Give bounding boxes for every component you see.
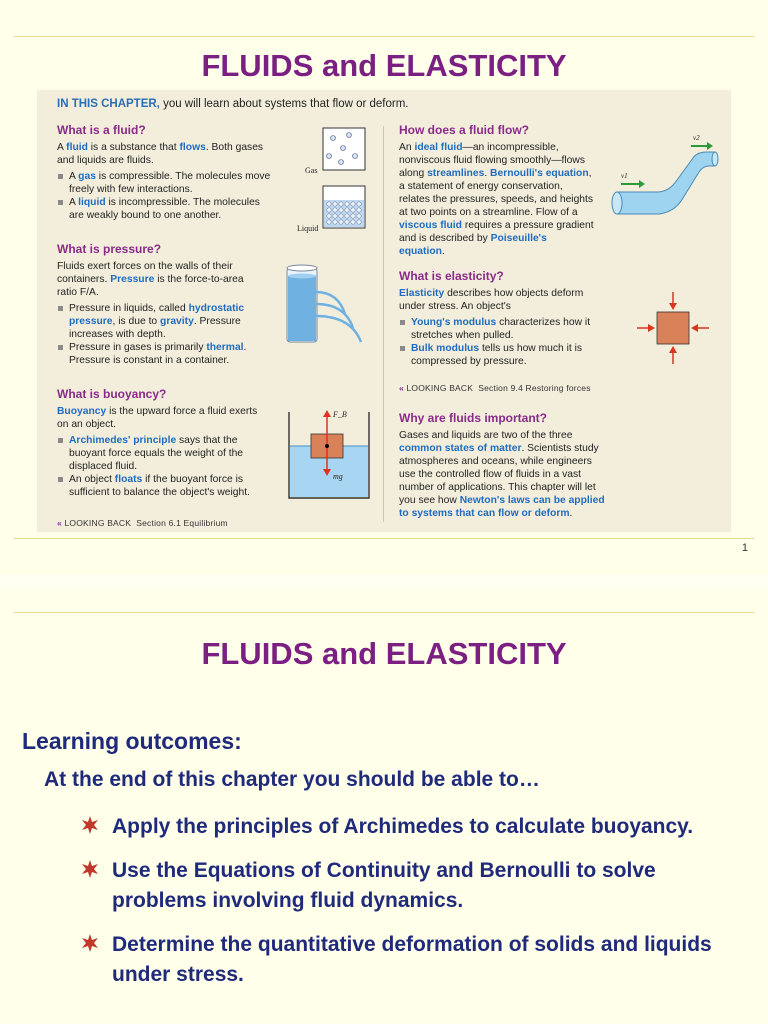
list-item: Pressure in gases is primarily thermal. Pressure is constant in a container. [57, 341, 257, 367]
section-what-is-pressure [57, 243, 257, 367]
section-what-is-buoyancy [57, 388, 263, 499]
list-item: Bulk modulus tells us how much it is compressed by pressure. [399, 342, 609, 368]
pressure-cylinder-illustration [283, 262, 367, 350]
liquid-label: Liquid [297, 224, 319, 233]
heading-elasticity: What is elasticity? [399, 269, 504, 283]
list-item: Apply the principles of Archimedes to calculate buoyancy. [80, 812, 740, 842]
buoyancy-tank-illustration [287, 408, 371, 502]
fluid-bullets [57, 170, 275, 222]
learning-outcomes-heading: Learning outcomes: [22, 728, 242, 754]
weight-label: mg [333, 472, 343, 481]
pipe-flow-illustration [611, 134, 719, 236]
fluid-text: A fluid is a substance that flows. Both gases and liquids are fluids. [57, 142, 264, 166]
list-item: A liquid is incompressible. The molecules are weakly bound to one another. [57, 196, 275, 222]
learning-outcomes-list [80, 812, 740, 1004]
v2-label: v2 [693, 134, 700, 142]
water-jets-diagram [283, 262, 367, 350]
buoyancy-text: Buoyancy is the upward force a fluid exerts on an object. [57, 406, 258, 430]
flow-text: An ideal fluid—an incompressible, nonviscous fluid flowing smoothly—flows along streamlines. Bernoulli's equation, a statement of energy conservation, relates the pressures, speeds, and heights at two points on a streamline. Flow of a viscous fluid requires a pressure gradient and is described by Poiseuille's equation. [399, 142, 594, 257]
section-elasticity [399, 270, 609, 368]
slide-title: FLUIDS and ELASTICITY [201, 48, 567, 83]
pipe-diagram [611, 140, 719, 236]
list-item: Use the Equations of Continuity and Bernoulli to solve problems involving fluid dynamics. [80, 856, 740, 916]
column-divider [383, 126, 384, 522]
important-text: Gases and liquids are two of the three common states of matter. Scientists study atmospheres and oceans, while engineers use the controlled flow of fluids in a vast number of applications. This chapter will let you see how Newton's laws can be applied to systems that can flow or deform. [399, 430, 605, 519]
heading-pressure: What is pressure? [57, 242, 162, 256]
section-why-fluids-important [399, 412, 611, 520]
buoyant-force-label: F_B [333, 410, 347, 419]
chapter-overview-panel [37, 90, 731, 532]
buoyancy-bullets [57, 434, 263, 499]
pressure-bullets [57, 302, 257, 367]
looking-back-restoring-forces: « LOOKING BACK Section 9.4 Restoring forces [399, 383, 591, 393]
list-item: An object floats if the buoyant force is sufficient to balance the object's weight. [57, 473, 263, 499]
list-item: A gas is compressible. The molecules move freely with few interactions. [57, 170, 275, 196]
slide-bottom-rule [14, 538, 754, 539]
slide-top-rule [14, 36, 754, 37]
floating-block-diagram [287, 408, 371, 502]
heading-flow: How does a fluid flow? [399, 123, 529, 137]
star-bullet-icon [80, 859, 100, 879]
elasticity-bullets [399, 316, 609, 368]
list-item: Archimedes' principle says that the buoyant force equals the weight of the displaced fluid. [57, 434, 263, 473]
heading-important: Why are fluids important? [399, 411, 548, 425]
list-item: Pressure in liquids, called hydrostatic pressure, is due to gravity. Pressure increases with depth. [57, 302, 257, 341]
slide-title: FLUIDS and ELASTICITY [201, 636, 567, 671]
heading-fluid: What is a fluid? [57, 123, 146, 137]
stress-diagram [633, 288, 713, 368]
looking-back-equilibrium: « LOOKING BACK Section 6.1 Equilibrium [57, 518, 228, 528]
star-bullet-icon [80, 933, 100, 953]
section-what-is-fluid [57, 124, 275, 222]
intro-line: IN THIS CHAPTER, you will learn about systems that flow or deform. [57, 98, 409, 110]
star-bullet-icon [80, 815, 100, 835]
compressed-block-illustration [633, 288, 713, 368]
gas-liquid-illustration [299, 126, 369, 238]
v1-label: v1 [621, 172, 628, 180]
gas-label: Gas [305, 166, 318, 175]
elasticity-text: Elasticity describes how objects deform under stress. An object's [399, 288, 584, 312]
heading-buoyancy: What is buoyancy? [57, 387, 167, 401]
list-item: Young's modulus characterizes how it stretches when pulled. [399, 316, 609, 342]
pressure-text: Fluids exert forces on the walls of their containers. Pressure is the force-to-area ratio F/A. [57, 261, 244, 298]
page-number: 1 [741, 542, 748, 554]
learning-outcomes-subheading: At the end of this chapter you should be able to… [44, 768, 540, 791]
list-item: Determine the quantitative deformation of solids and liquids under stress. [80, 930, 740, 990]
section-fluid-flow [399, 124, 595, 258]
slide-top-rule [14, 612, 754, 613]
slide-2 [0, 588, 768, 1024]
